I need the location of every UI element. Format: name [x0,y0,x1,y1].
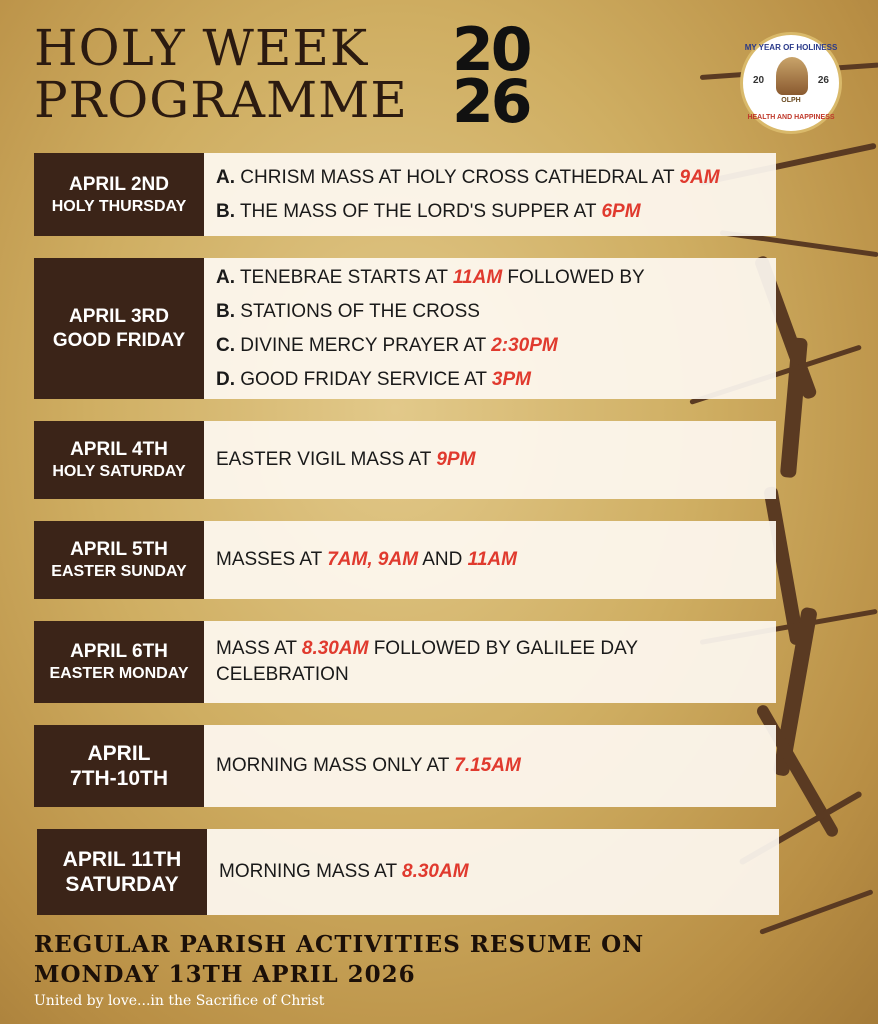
date-label: APRIL 11TH [62,848,182,871]
events-cell [204,621,776,703]
event-item: A. TENEBRAE STARTS AT 11AM FOLLOWED BY [216,266,645,288]
event-item: D. GOOD FRIDAY SERVICE AT 3PM [216,368,531,390]
events-cell [204,153,776,236]
date-label: APRIL 5TH [70,539,168,560]
tagline: United by love...in the Sacrifice of Christ [34,993,325,1009]
date-label: APRIL 6TH [70,641,168,662]
events-cell [204,521,776,599]
logo-bottom-text: HEALTH AND HAPPINESS [747,114,835,121]
date-label: APRIL [87,742,151,765]
event-item: B. STATIONS OF THE CROSS [216,300,480,322]
day-label: GOOD FRIDAY [52,329,186,351]
date-cell [34,521,204,599]
logo-name: OLPH [781,97,801,104]
schedule-row-holy-thursday [34,153,776,236]
date-label: APRIL 3RD [69,305,169,327]
day-label: HOLY THURSDAY [51,197,187,215]
logo-top-text: MY YEAR OF HOLINESS [744,43,838,52]
event-item: A. CHRISM MASS AT HOLY CROSS CATHEDRAL AT 9AM [216,166,720,188]
schedule-row-april-7-10 [34,725,776,807]
events-cell [204,725,776,807]
schedule-row-easter-monday [34,621,776,703]
events-cell [204,258,776,399]
day-label: EASTER MONDAY [49,665,189,682]
date-label: APRIL 4TH [70,439,168,460]
date-cell [34,725,204,807]
events-cell [204,421,776,499]
day-label: SATURDAY [65,873,179,896]
day-label: 7TH-10TH [69,767,169,790]
event-item: MORNING MASS AT 8.30AM [219,861,469,882]
event-item: B. THE MASS OF THE LORD'S SUPPER AT 6PM [216,200,641,222]
date-cell [34,258,204,399]
event-item: MASSES AT 7AM, 9AM AND 11AM [216,549,517,570]
parish-logo-badge-icon [740,32,842,134]
resume-notice [34,930,854,990]
title-line-1: HOLY WEEK [34,19,369,77]
date-cell [34,421,204,499]
schedule-row-easter-sunday [34,521,776,599]
resume-notice-line-2: MONDAY 13TH APRIL 2026 [34,961,416,988]
madonna-figure-icon [776,57,808,95]
year-line-2: 26 [452,67,530,137]
date-cell [37,829,207,915]
events-cell [207,829,779,915]
schedule-row-holy-saturday [34,421,776,499]
resume-notice-line-1: REGULAR PARISH ACTIVITIES RESUME ON [34,931,645,958]
year-mark [452,15,530,137]
year-line-1: 20 [452,15,530,85]
event-item: MORNING MASS ONLY AT 7.15AM [216,755,521,776]
schedule-row-good-friday [34,258,776,399]
page-title [34,19,408,129]
logo-year-right: 26 [817,75,829,86]
date-cell [34,621,204,703]
title-line-2: PROGRAMME [34,71,408,129]
day-label: HOLY SATURDAY [52,463,186,480]
event-item: MASS AT 8.30AM FOLLOWED BY GALILEE DAY CELEBRATION [216,638,638,685]
day-label: EASTER SUNDAY [51,563,187,580]
logo-year-left: 20 [753,75,765,86]
event-item: EASTER VIGIL MASS AT 9PM [216,449,476,470]
event-item: C. DIVINE MERCY PRAYER AT 2:30PM [216,334,558,356]
date-cell [34,153,204,236]
date-label: APRIL 2ND [69,173,169,195]
schedule-row-april-11 [37,829,779,915]
